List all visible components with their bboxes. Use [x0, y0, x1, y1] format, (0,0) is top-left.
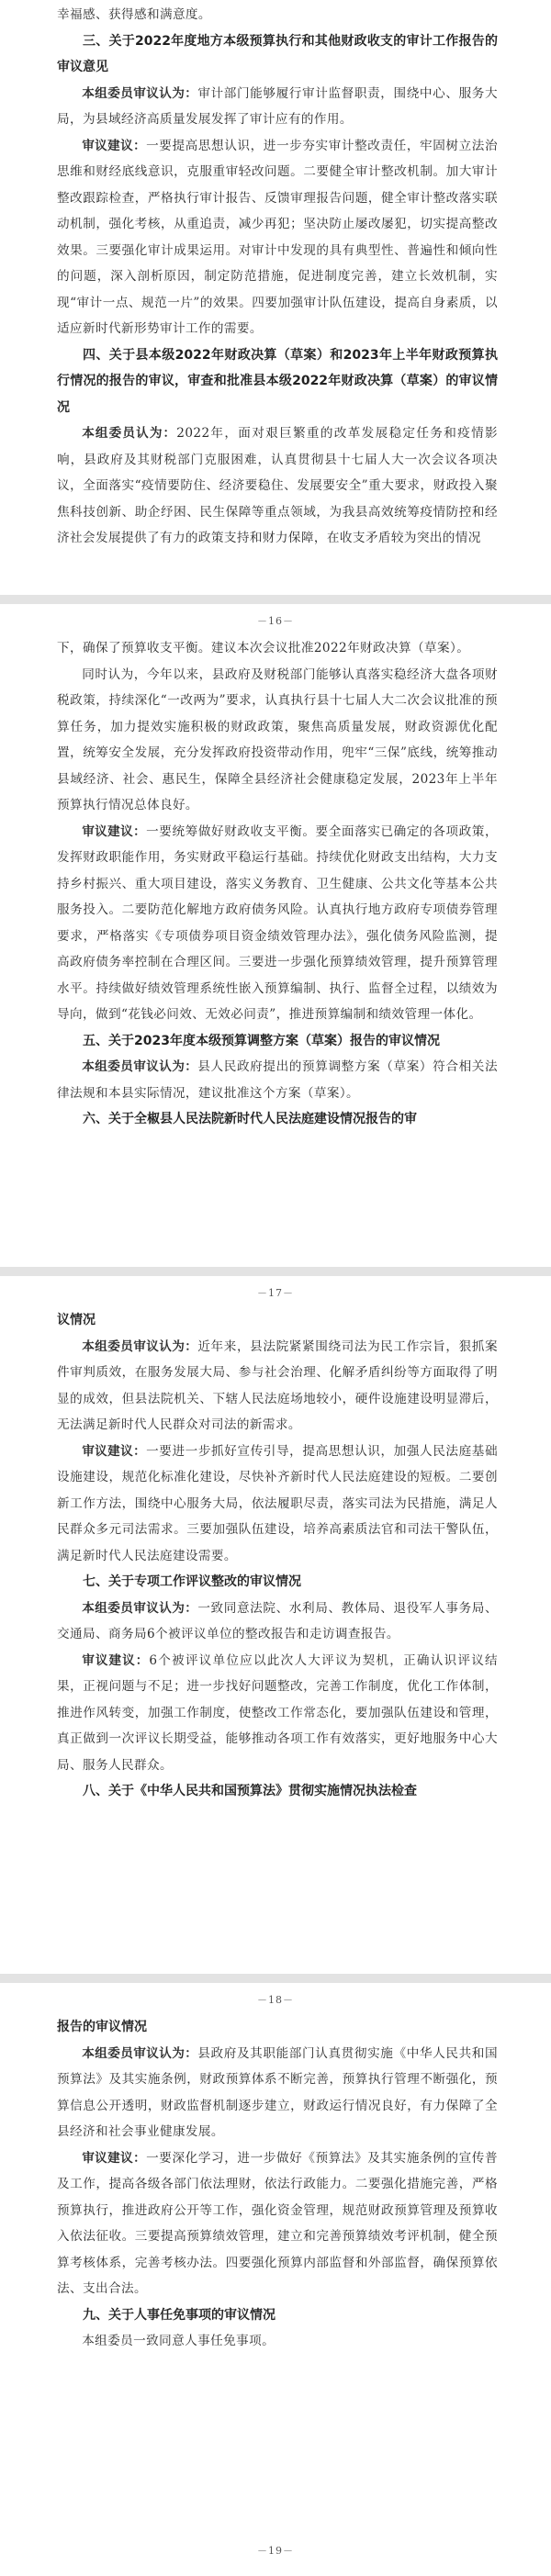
- section-heading-8: 八、关于《中华人民共和国预算法》贯彻实施情况执法检查: [83, 1784, 417, 1798]
- paragraph-text: 一要提高思想认识，进一步夯实审计整改责任，牢固树立法治思维和财经底线意识，克服重审轻改问题。二要健全审计整改机制。加大审计整改跟踪检查，严格执行审计报告、反馈审理报告问题，健全审计整改落实联动机制，强化考核，从重追责，减少再犯；坚决防止屡改屡犯，切实提高整改效果。三要强化审计成果运用。对审计中发现的具有典型性、普遍性和倾向性的问题，深入剖析原因，制定防范措施，促进制度完善，建立长效机制，实现“审计一点、规范一片”的效果。四要加强审计队伍建设，提高自身素质，以适应新时代新形势审计工作的需要。: [57, 138, 498, 336]
- paragraph-label: 本组委员审议认为：: [82, 85, 198, 101]
- page-separator: [0, 1267, 551, 1276]
- paragraph-text: 一要统筹做好财政收支平衡。要全面落实已确定的各项政策，发挥财政职能作用，务实财政平稳运行基础。持续优化财政支出结构，大力支持乡村振兴、重大项目建设，落实义务教育、卫生健康、公共文化等基本公共服务投入。二要防范化解地方政府债务风险。认真执行地方政府专项债券管理要求，严格落实《专项债券项目资金绩效管理办法》，强化债务风险监测，提高政府债务率控制在合理区间。三要进一步强化预算绩效管理，提升预算管理水平。持续做好绩效管理系统性嵌入预算编制、执行、监督全过程，以绩效为导向，做到“花钱必问效、无效必问责”，推进预算编制和绩效管理一体化。: [57, 823, 498, 1022]
- paragraph: [57, 1648, 498, 1779]
- paragraph: [57, 1596, 498, 1648]
- paragraph-label: 本组委员审议认为：: [82, 1059, 198, 1074]
- section-heading-6: 六、关于全椒县人民法院新时代人民法庭建设情况报告的审: [83, 1112, 417, 1126]
- paragraph: [57, 1054, 498, 1106]
- document-page-3: [0, 1276, 551, 1974]
- paragraph: [57, 133, 498, 342]
- paragraph-label: 审议建议：: [82, 138, 147, 153]
- paragraph-label: 本组委员审议认为：: [82, 1338, 198, 1354]
- document-page-2: [0, 604, 551, 1267]
- paragraph: [57, 420, 498, 552]
- paragraph: 本组委员一致同意人事任免事项。: [82, 2334, 276, 2348]
- paragraph-label: 本组委员审议认为：: [82, 1600, 198, 1616]
- section-heading-6-continued: 议情况: [57, 1313, 96, 1327]
- paragraph: 下，确保了预算收支平衡。建议本次会议批准2022年财政决算（草案）。: [57, 641, 470, 655]
- paragraph: [57, 2041, 498, 2145]
- section-heading-7: 七、关于专项工作评议整改的审议情况: [83, 1574, 301, 1589]
- section-heading-9: 九、关于人事任免事项的审议情况: [83, 2307, 276, 2323]
- document-page-4: [0, 1983, 551, 2576]
- paragraph-label: 审议建议：: [82, 1652, 150, 1668]
- lead-line: 幸福感、获得感和满意度。: [57, 7, 211, 22]
- paragraph: 同时认为，今年以来，县政府及财税部门能够认真落实稳经济大盘各项财税政策，持续深化“一改两为”要求，认真执行县十七届人大二次会议批准的预算任务，加力提效实施积极的财政政策，聚焦高质量发展，财政资源优化配置，统筹安全发展，充分发挥政府投资带动作用，兜牢“三保”底线，统筹推动县域经济、社会、惠民生，保障全县经济社会健康稳定发展，2023年上半年预算执行情况总体良好。: [57, 666, 498, 812]
- document-page-1: [0, 0, 551, 595]
- page-separator: [0, 595, 551, 604]
- paragraph: [57, 2145, 498, 2302]
- paragraph-text: 2022年，面对艰巨繁重的改革发展稳定任务和疫情影响，县政府及其财税部门克服困难，认真贯彻县十七届人大一次会议各项决议，全面落实“疫情要防住、经济要稳住、发展要安全”重大要求，财政投入聚焦科技创新、助企纾困、民生保障等重点领域，为我县高效统筹疫情防控和经济社会发展提供了有力的政策支持和财力保障，在收支矛盾较为突出的情况: [57, 426, 498, 545]
- paragraph-text: 审计部门能够履行审计监督职责，围绕中心、服务大局，为县域经济高质量发展发挥了审计应有的作用。: [57, 85, 498, 127]
- paragraph-label: 本组委员认为：: [82, 426, 177, 441]
- page-number-bottom: －19－: [257, 2545, 294, 2557]
- paragraph: [57, 1334, 498, 1439]
- paragraph-label: 审议建议：: [82, 2150, 147, 2166]
- paragraph-text: 一要深化学习，进一步做好《预算法》及其实施条例的宣传普及工作，提高各级各部门依法理财，依法行政能力。二要强化措施完善，严格预算执行，推进政府公开等工作，强化资金管理，规范财政预算管理及预算收入依法征收。三要提高预算绩效管理，建立和完善预算绩效考评机制，健全预算考核体系，完善考核办法。四要强化预算内部监督和外部监督，确保预算依法、支出合法。: [57, 2150, 498, 2296]
- section-heading-3: 三、关于2022年度地方本级预算执行和其他财政收支的审计工作报告的审议意见: [57, 33, 498, 74]
- page-number: －16－: [257, 615, 294, 627]
- paragraph: [57, 819, 498, 1028]
- section-heading-4: 四、关于县本级2022年财政决算（草案）和2023年上半年财政预算执行情况的报告的审议，审查和批准县本级2022年财政决算（草案）的审议情况: [57, 347, 498, 415]
- paragraph-text: 一致同意法院、水利局、教体局、退役军人事务局、交通局、商务局6个被评议单位的整改报告和走访调查报告。: [57, 1600, 498, 1641]
- paragraph-label: 审议建议：: [82, 1443, 147, 1459]
- paragraph-label: 本组委员审议认为：: [82, 2045, 198, 2061]
- paragraph-text: 一要进一步抓好宣传引导，提高思想认识，加强人民法庭基础设施建设，规范化标准化建设，尽快补齐新时代人民法庭建设的短板。二要创新工作方法，围绕中心服务大局，依法履职尽责，落实司法为民措施，满足人民群众多元司法需求。三要加强队伍建设，培养高素质法官和司法干警队伍，满足新时代人民法庭建设需要。: [57, 1443, 498, 1563]
- paragraph-label: 审议建议：: [82, 823, 147, 839]
- paragraph-text: 县人民政府提出的预算调整方案（草案）符合相关法律法规和本县实际情况，建议批准这个方案（草案）。: [57, 1059, 498, 1101]
- page-number: －17－: [257, 1287, 294, 1299]
- section-heading-5: 五、关于2023年度本级预算调整方案（草案）报告的审议情况: [83, 1033, 440, 1048]
- paragraph-text: 近年来，县法院紧紧围绕司法为民工作宗旨，狠抓案件审判质效，在服务发展大局、参与社会治理、化解矛盾纠纷等方面取得了明显的成效，但县法院机关、下辖人民法庭场地较小，硬件设施建设明显滞后，无法满足新时代人民群众对司法的新需求。: [57, 1338, 498, 1432]
- section-heading-8-continued: 报告的审议情况: [57, 2020, 147, 2034]
- paragraph-text: 县政府及其职能部门认真贯彻实施《中华人民共和国预算法》及其实施条例，财政预算体系不断完善，预算执行管理不断强化，预算信息公开透明，财政监督机制逐步建立，财政运行情况良好，有力保障了全县经济和社会事业健康发展。: [57, 2045, 498, 2139]
- page-separator: [0, 1974, 551, 1983]
- paragraph: [57, 81, 498, 133]
- paragraph: [57, 1439, 498, 1570]
- page-number: －18－: [257, 1994, 294, 2006]
- paragraph-text: 6个被评议单位应以此次人大评议为契机，正确认识评议结果，正视问题与不足；进一步找好问题整改，完善工作制度，优化工作体制，推进作风转变，加强工作制度，使整改工作常态化，要加强队伍建设和管理，真正做到一次评议长期受益，能够推动各项工作有效落实，更好地服务中心大局、服务人民群众。: [57, 1652, 499, 1773]
